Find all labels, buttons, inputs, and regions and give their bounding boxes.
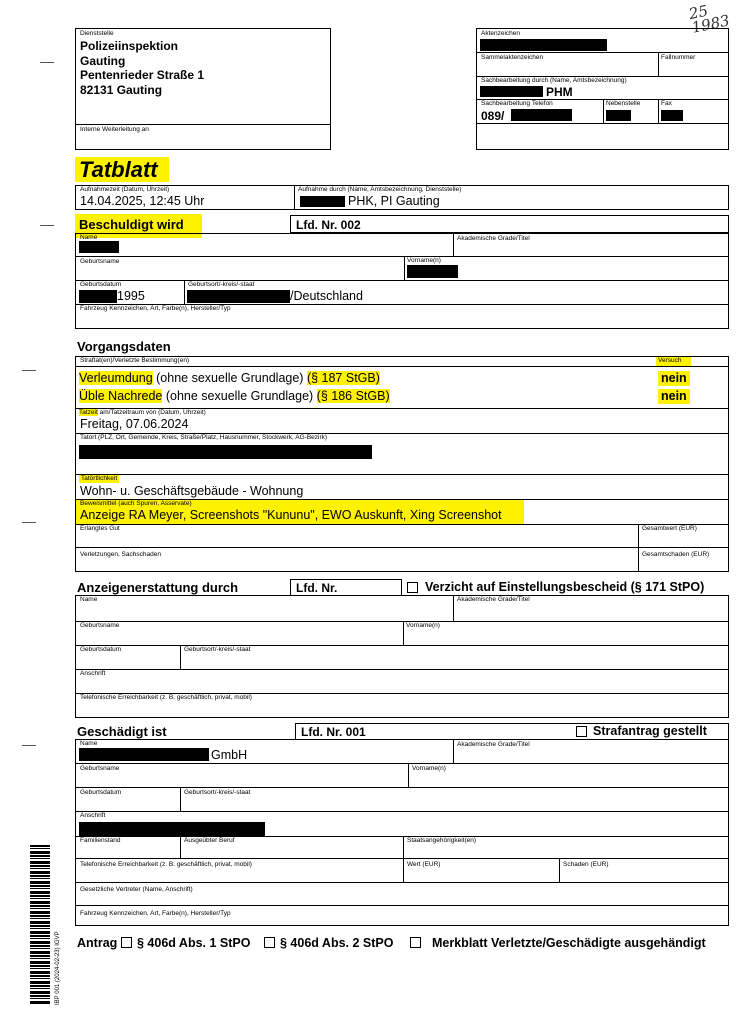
- geburtsort-value: /Deutschland: [290, 289, 363, 303]
- dienststelle-line: 82131 Gauting: [80, 82, 163, 97]
- geburtsort-label: Geburtsort/-kreis/-staat: [184, 789, 251, 796]
- geschaedigt-heading: Geschädigt ist: [77, 724, 167, 739]
- familienstand-label: Familienstand: [80, 837, 121, 844]
- strafantrag-checkbox[interactable]: [576, 726, 587, 737]
- beweismittel-value: Anzeige RA Meyer, Screenshots "Kununu", EWO Auskunft, Xing Screenshot: [80, 508, 502, 522]
- fahrzeug-label: Fahrzeug Kennzeichen, Art, Farbe(n), Hersteller/Typ: [80, 305, 231, 312]
- aufnahme-durch-value: PHK, PI Gauting: [348, 194, 440, 208]
- tatzeit-label: [79, 409, 206, 417]
- geburtsname-label: Geburtsname: [80, 258, 120, 265]
- telefon-value: 089/: [481, 109, 505, 123]
- redaction: [79, 822, 265, 836]
- verzicht-label: Verzicht auf Einstellungsbescheid (§ 171 StPO): [425, 580, 705, 594]
- aktenzeichen-box: [476, 28, 729, 150]
- offense-1: [79, 371, 380, 386]
- tatzeit-label-rest: am/Tatzeitraum von (Datum, Uhrzeit): [97, 409, 206, 416]
- tatzeit-value: Freitag, 07.06.2024: [80, 417, 189, 431]
- redaction: [480, 86, 543, 97]
- gesamtwert-label: Gesamtwert (EUR): [642, 525, 697, 532]
- anzeige-lfd-box: [290, 579, 402, 596]
- geburtsdatum-label: Geburtsdatum: [80, 789, 122, 796]
- geburtsdatum-label: Geburtsdatum: [80, 646, 122, 653]
- name-label: Name: [80, 740, 98, 747]
- offense-2-versuch: nein: [658, 389, 690, 404]
- redaction: [300, 196, 345, 207]
- interne-weiterleitung-label: Interne Weiterleitung an: [80, 126, 149, 133]
- redaction: [407, 265, 458, 278]
- name-label: Name: [80, 596, 98, 603]
- redaction: [511, 109, 572, 121]
- margin-mark: [40, 62, 54, 63]
- aufnahme-durch-label: Aufnahme durch (Name, Amtsbezeichnung, Dienststelle): [298, 186, 462, 193]
- geschaedigt-name-value: GmbH: [211, 748, 248, 762]
- beschuldigt-lfd-box: [290, 215, 729, 233]
- vorgangsdaten-box: [75, 356, 729, 572]
- geschaedigt-lfd: Lfd. Nr. 001: [301, 725, 366, 739]
- vorname-label: Vorname(n): [412, 765, 446, 772]
- beschuldigt-box: [75, 233, 729, 329]
- sachbearbeitung-value: PHM: [546, 85, 573, 99]
- antrag-406d-1-label: § 406d Abs. 1 StPO: [137, 936, 251, 950]
- dienststelle-address: [80, 39, 204, 97]
- offense-2-desc: (ohne sexuelle Grundlage): [162, 389, 317, 403]
- barcode: [30, 845, 50, 1005]
- vorname-label: Vorname(n): [406, 622, 440, 629]
- erlangtes-gut-label: Erlangtes Gut: [80, 525, 120, 532]
- schaden-label: Schaden (EUR): [563, 861, 609, 868]
- beschuldigt-heading: Beschuldigt wird: [79, 217, 184, 232]
- offense-1-versuch: nein: [658, 371, 690, 386]
- redaction: [79, 748, 209, 761]
- telefon-label: Telefonische Erreichbarkeit (z. B. geschäftlich, privat, mobil): [80, 861, 252, 868]
- redaction: [187, 290, 290, 303]
- offense-2: [79, 389, 390, 404]
- dienststelle-label: Dienststelle: [80, 30, 114, 37]
- tatzeit-label-highlight: Tatzeit: [79, 409, 98, 416]
- redaction: [606, 110, 631, 121]
- aufnahme-box: [75, 185, 729, 210]
- fallnummer-label: Fallnummer: [661, 54, 696, 61]
- offense-2-name: Üble Nachrede: [79, 389, 163, 403]
- sachbearbeitung-label: Sachbearbeitung durch (Name, Amtsbezeichnung): [481, 77, 627, 84]
- offense-1-name: Verleumdung: [79, 371, 153, 385]
- redaction: [79, 241, 119, 253]
- antrag-406d-2-checkbox[interactable]: [264, 937, 275, 948]
- sammelaktenzeichen-label: Sammelaktenzeichen: [481, 54, 544, 61]
- redaction: [480, 39, 607, 51]
- name-label: Name: [80, 234, 98, 241]
- antrag-406d-2-label: § 406d Abs. 2 StPO: [280, 936, 394, 950]
- geburtsdatum-value: 1995: [117, 289, 145, 303]
- beweismittel-label: Beweismittel (auch Spuren, Asservate): [80, 500, 192, 507]
- offense-2-law: (§ 186 StGB): [316, 389, 390, 403]
- geburtsname-label: Geburtsname: [80, 622, 120, 629]
- wert-label: Wert (EUR): [407, 861, 441, 868]
- aufnahmezeit-value: 14.04.2025, 12:45 Uhr: [80, 194, 205, 208]
- geburtsdatum-label: Geburtsdatum: [80, 281, 122, 288]
- anzeige-lfd: Lfd. Nr.: [296, 581, 338, 595]
- antrag-406d-1-checkbox[interactable]: [121, 937, 132, 948]
- telefon-label: Telefonische Erreichbarkeit (z. B. geschäftlich, privat, mobil): [80, 694, 252, 701]
- geburtsname-label: Geburtsname: [80, 765, 120, 772]
- redaction: [661, 110, 683, 121]
- vertreter-label: Gesetzliche Vertreter (Name, Anschrift): [80, 886, 193, 893]
- anschrift-label: Anschrift: [80, 812, 106, 819]
- anzeige-heading: Anzeigenerstattung durch: [77, 580, 239, 595]
- verzicht-checkbox[interactable]: [407, 582, 418, 593]
- nebenstelle-label: Nebenstelle: [606, 100, 641, 107]
- geschaedigt-box: [75, 739, 729, 926]
- offense-1-desc: (ohne sexuelle Grundlage): [152, 371, 307, 385]
- gesamtschaden-label: Gesamtschaden (EUR): [642, 551, 710, 558]
- anschrift-label: Anschrift: [80, 670, 106, 677]
- geburtsort-label: Geburtsort/-kreis/-staat: [184, 646, 251, 653]
- straftat-label: Straftat(en)/Verletzte Bestimmung(en): [80, 357, 190, 364]
- redaction: [79, 290, 117, 303]
- antrag-label: Antrag: [77, 936, 118, 950]
- tatort-label: Tatort (PLZ, Ort, Gemeinde, Kreis, Straße/Platz, Hausnummer, Stockwerk, AG-Bezirk): [80, 434, 328, 441]
- fax-label: Fax: [661, 100, 672, 107]
- tatoertlichkeit-value: Wohn- u. Geschäftsgebäude - Wohnung: [80, 484, 304, 498]
- aufnahmezeit-label: Aufnahmezeit (Datum, Uhrzeit): [80, 186, 170, 193]
- staatsangehoerigkeit-label: Staatsangehörigkeit(en): [407, 837, 477, 844]
- form-code: IBP 001 (2024-02-23) IGVP: [55, 931, 61, 1005]
- vorgangsdaten-heading: Vorgangsdaten: [77, 339, 171, 354]
- dienststelle-box: [75, 28, 331, 150]
- margin-mark: [22, 370, 36, 371]
- telefon-label: Sachbearbeitung Telefon: [481, 100, 553, 107]
- handwritten-note: 25 1983: [687, 1, 732, 37]
- grade-label: Akademische Grade/Titel: [457, 596, 530, 603]
- geburtsort-label: Geburtsort/-kreis/-staat: [188, 281, 255, 288]
- grade-label: Akademische Grade/Titel: [457, 741, 530, 748]
- dienststelle-line: Pentenrieder Straße 1: [80, 68, 205, 82]
- margin-mark: [22, 745, 36, 746]
- margin-mark: [22, 522, 36, 523]
- strafantrag-label: Strafantrag gestellt: [593, 724, 707, 738]
- redaction: [79, 445, 372, 459]
- vorname-label: Vorname(n): [407, 257, 441, 264]
- dienststelle-line: Gauting: [80, 53, 126, 68]
- verletzungen-label: Verletzungen, Sachschaden: [80, 551, 161, 558]
- merkblatt-checkbox[interactable]: [410, 937, 421, 948]
- page-title: Tatblatt: [79, 157, 158, 182]
- grade-label: Akademische Grade/Titel: [457, 235, 530, 242]
- versuch-label: Versuch: [658, 357, 682, 364]
- dienststelle-line: Polizeiinspektion: [80, 39, 179, 53]
- merkblatt-label: Merkblatt Verletzte/Geschädigte ausgehändigt: [432, 936, 706, 950]
- offense-1-law: (§ 187 StGB): [306, 371, 380, 385]
- aktenzeichen-label: Aktenzeichen: [481, 30, 521, 37]
- margin-mark: [40, 225, 54, 226]
- anzeige-box: [75, 595, 729, 718]
- tatoertlichkeit-label: Tatörtlichkeit: [81, 475, 118, 482]
- beschuldigt-lfd: Lfd. Nr. 002: [296, 218, 361, 232]
- beruf-label: Ausgeübter Beruf: [184, 837, 235, 844]
- fahrzeug-label: Fahrzeug Kennzeichen, Art, Farbe(n), Hersteller/Typ: [80, 910, 231, 917]
